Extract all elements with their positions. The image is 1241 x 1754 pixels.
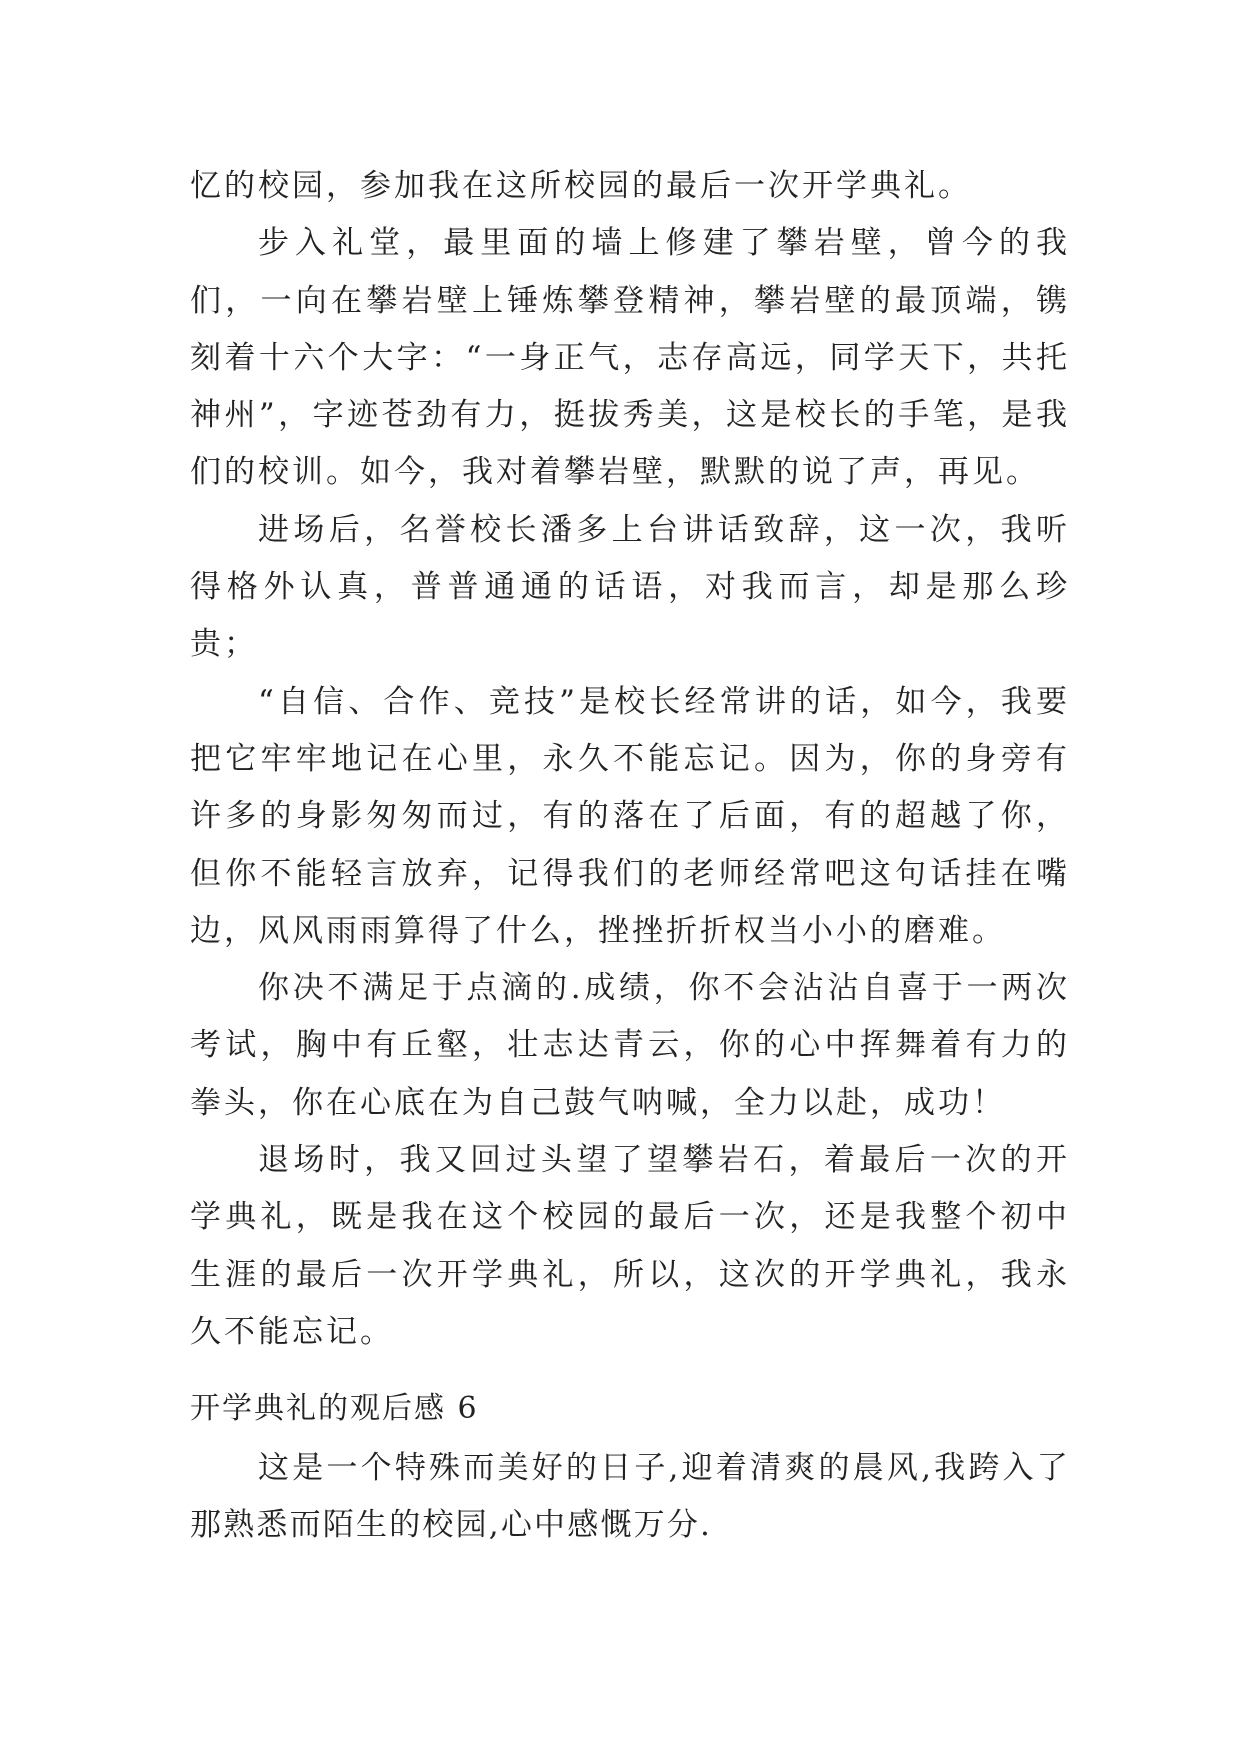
paragraph: 你决不满足于点滴的.成绩，你不会沾沾自喜于一两次考试，胸中有丘壑，壮志达青云，你的心中挥舞着有力的拳头，你在心底在为自己鼓气呐喊，全力以赴，成功！ (190, 970, 1070, 1121)
section-heading: 开学典礼的观后感 6 (190, 1391, 479, 1426)
paragraph: 进场后，名誉校长潘多上台讲话致辞，这一次，我听得格外认真，普普通通的话语，对我而言，却是那么珍贵； (190, 511, 1070, 663)
paragraph: “自信、合作、竞技”是校长经常讲的话，如今，我要把它牢牢地记在心里，永久不能忘记。因为，你的身旁有许多的身影匆匆而过，有的落在了后面，有的超越了你，但你不能轻言放弃，记得我们的老师经常吧这句话挂在嘴边，风风雨雨算得了什么，挫挫折折权当小小的磨难。 (190, 683, 1070, 949)
essay-body-part-2 (190, 1440, 1070, 1555)
essay-body-part-1 (190, 158, 1070, 1361)
paragraph: 步入礼堂，最里面的墙上修建了攀岩壁，曾今的我们，一向在攀岩壁上锤炼攀登精神，攀岩壁的最顶端，镌刻着十六个大字：“一身正气，志存高远，同学天下，共托神州”，字迹苍劲有力，挺拔秀美，这是校长的手笔，是我们的校训。如今，我对着攀岩壁，默默的说了声，再见。 (190, 225, 1070, 491)
paragraph: 这是一个特殊而美好的日子,迎着清爽的晨风,我跨入了那熟悉而陌生的校园,心中感慨万分. (190, 1450, 1070, 1544)
paragraph: 退场时，我又回过头望了望攀岩石，着最后一次的开学典礼，既是我在这个校园的最后一次，还是我整个初中生涯的最后一次开学典礼，所以，这次的开学典礼，我永久不能忘记。 (190, 1142, 1070, 1350)
paragraph: 忆的校园，参加我在这所校园的最后一次开学典礼。 (190, 168, 972, 204)
